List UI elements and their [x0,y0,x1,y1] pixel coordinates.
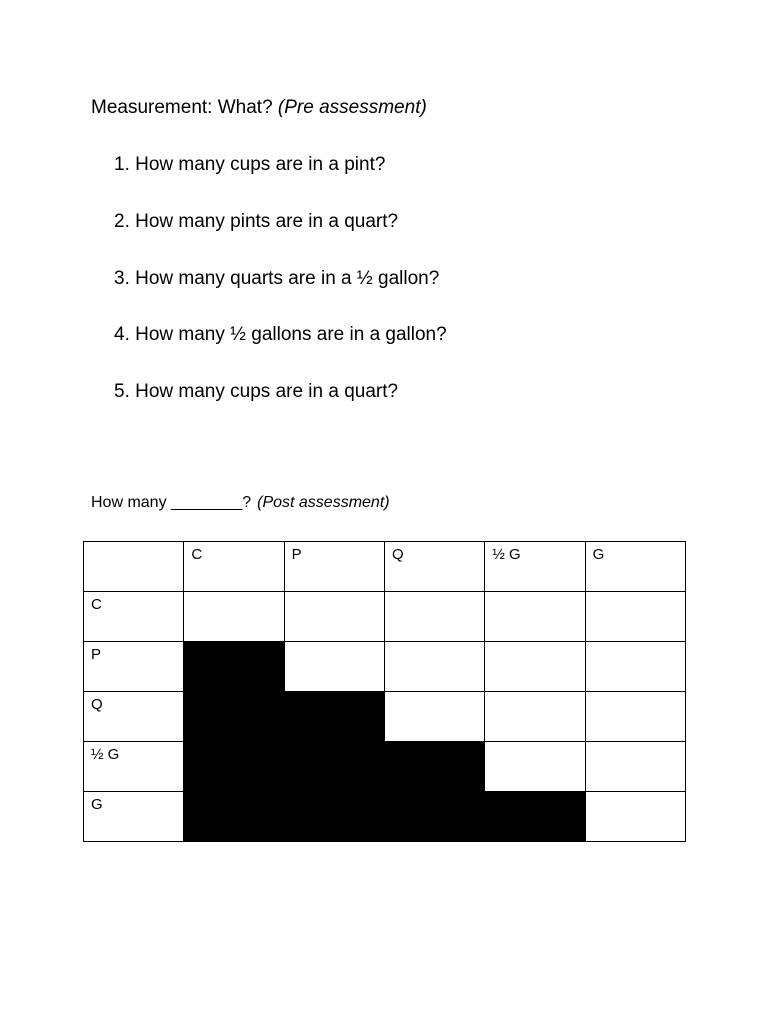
answer-cell[interactable] [284,642,384,692]
column-header-label: ½ G [492,546,521,563]
shaded-cell [184,692,284,742]
question-2: 2. How many pints are in a quart? [114,211,399,232]
shaded-cell [184,642,284,692]
title-main: Measurement: What? [91,97,273,118]
shaded-cell [184,742,284,792]
answer-cell[interactable] [485,592,585,642]
shaded-cell [184,792,284,842]
question-3: 3. How many quarts are in a ½ gallon? [114,268,440,289]
table-row [84,592,686,642]
column-header-label: C [191,546,203,563]
column-header-half-g [485,542,585,592]
row-header-label: Q [91,696,103,713]
table-header-row [84,542,686,592]
row-header-c [84,592,184,642]
post-assessment-heading [91,492,390,514]
shaded-cell [284,792,384,842]
title-subtitle: (Pre assessment) [277,97,427,118]
row-header-label: P [91,646,102,663]
answer-cell[interactable] [184,592,284,642]
answer-cell[interactable] [384,642,484,692]
row-header-half-g [84,742,184,792]
shaded-cell [384,792,484,842]
answer-cell[interactable] [485,642,585,692]
answer-cell[interactable] [585,642,685,692]
column-header-label: P [291,546,302,563]
column-header-q [384,542,484,592]
post-heading-text: How many ________? [91,494,252,511]
answer-cell[interactable] [485,692,585,742]
post-heading-subtitle: (Post assessment) [257,494,390,511]
shaded-cell [284,742,384,792]
column-header-label: Q [391,546,404,563]
question-4: 4. How many ½ gallons are in a gallon? [114,324,447,345]
answer-cell[interactable] [384,592,484,642]
question-1: 1. How many cups are in a pint? [114,154,386,175]
column-header-c [184,542,284,592]
column-header-p [284,542,384,592]
column-header-label: G [592,546,605,563]
column-header-g [585,542,685,592]
answer-cell[interactable] [384,692,484,742]
row-header-label: G [91,796,103,813]
table-row [84,642,686,692]
shaded-cell [485,792,585,842]
answer-cell[interactable] [585,742,685,792]
answer-cell[interactable] [284,592,384,642]
shaded-cell [384,742,484,792]
conversion-table [83,541,686,842]
question-5: 5. How many cups are in a quart? [114,381,399,402]
row-header-label: C [91,596,102,613]
row-header-q [84,692,184,742]
row-header-g [84,792,184,842]
answer-cell[interactable] [485,742,585,792]
table-row [84,792,686,842]
table-row [84,692,686,742]
table-corner-cell [84,542,184,592]
page-title [91,95,427,121]
answer-cell[interactable] [585,592,685,642]
row-header-p [84,642,184,692]
shaded-cell [284,692,384,742]
answer-cell[interactable] [585,692,685,742]
row-header-label: ½ G [91,746,120,763]
table-row [84,742,686,792]
answer-cell[interactable] [585,792,685,842]
